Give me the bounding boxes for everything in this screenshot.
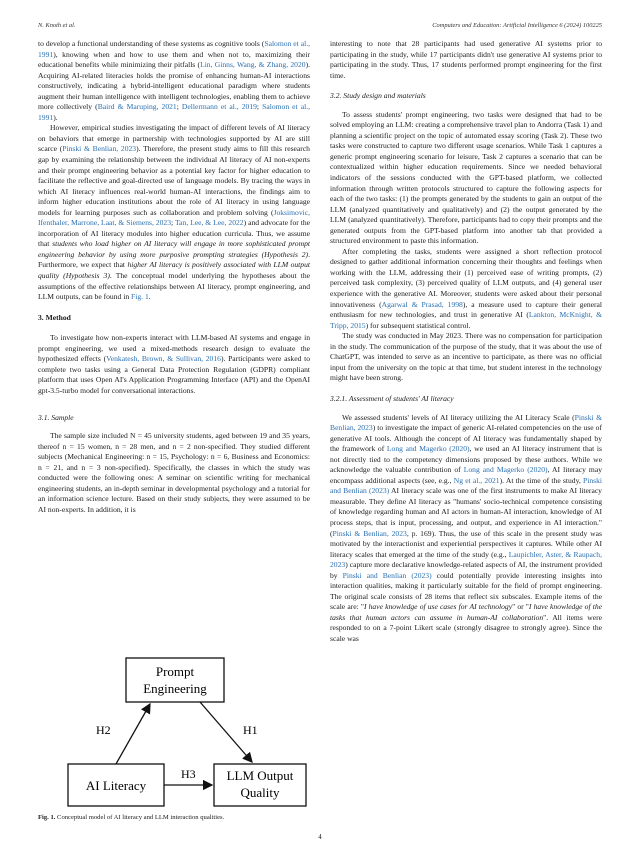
h2-arrow [116,704,150,764]
prompt-engineering-label-1: Prompt [155,664,195,679]
page-number: 4 [318,833,322,841]
subsection-heading: 3.2. Study design and materials [330,91,426,101]
citation-link[interactable]: Baird & Maruping, 2021 [97,102,177,112]
citation-link[interactable]: Pinski & Benlian, 2023 [330,412,602,433]
citation-link[interactable]: Dellermann et al., 2019 [181,102,257,112]
llm-output-label-2: Quality [240,785,280,800]
figure-caption: Fig. 1. Conceptual model of AI literacy and LLM interaction qualities. [38,814,225,821]
paragraph: To investigate how non-experts interact with LLM-based AI systems and engage in prompt engineering, we used a mixed-methods research design to evaluate the hypothesized effects (Venkatesh, Brown, & Sullivan, 2016). Participants were asked to complete two tasks using a General Data Protection Regulation (GDPR) compliant platform that uses Open AI's Application Programming Interface (API) and the OpenAI gpt-3.5-turbo model for conversational interactions. [38,333,310,395]
citation-link[interactable]: Pinski & Benlian, 2023 [332,528,407,538]
citation-link[interactable]: Pinski and Benlian (2023) [342,570,432,580]
paragraph: To assess students' prompt engineering, two tasks were designed that had to be solved employing an LLM: creating a comprehensive travel plan to Andorra (Task 1) and planning a scientific project on the topic of automated essay scoring (Task 2). These two tasks were constructed to capture two different usage scenarios. While Task 1 captures a generic prompt engineering scenario for leisure, Task 2 captures a scenario that can be contextualized within higher education requirements. Since we needed behavioral indicators of the sessions conducted with the GPT-based platform, we collected information through written protocols structured to capture the following aspects for each of the two tasks: (1) the prompts generated by the students to gain an output of the LLM (analyzed quantitatively and qualitatively) and (2) the output generated by the LLM (analyzed quantitatively). Therefore, participants had to copy their prompts and the generated outputs from the GPT-based platform into another tab that provided a structured environment to paste this information. [330,109,602,246]
citation-link[interactable]: Long and Magerko (2020) [386,444,470,454]
citation-link[interactable]: Salomon et al., 1991 [38,39,310,59]
paragraph: The study was conducted in May 2023. There was no compensation for participation in the study. The communication of the purpose of the study, that it was about the use of ChatGPT, was intended to serve as an incentive to participate, as there was no official input from the university on the topic at that time, but student interest in the technology might have been strong. [330,331,602,383]
h3-label: H3 [181,767,196,781]
paragraph: However, empirical studies investigating the impact of different levels of AI literacy on behaviors that emerge in partnership with technologies supported by AI are still scarce (Pinski & Benlian, 2023). Therefore, the present study aims to fill this research gap by examining the relationship between the individual AI literacy of AI non-experts and their prompt engineering behavior as a potential key factor for higher education to facilitate the reflective and goal-directed use of language models. By tracing the ways in which AI literacy influences real-world human-AI interactions, the findings aim to inform higher education institutions about the role of AI literacy in using language models for learning purposes such as collaboration and problem solving (Joksimovic, Ifenthaler, Marrone, Laat, & Siemens, 2023; Tan, Lee, & Lee, 2022) and advocate for the incorporation of AI literacy modules into higher education curricula. Thus, we assume that students who load higher on AI literacy will engage in more sophisticated prompt engineering behavior by using more purposive prompting strategies (Hypothesis 2). Furthermore, we expect that higher AI literacy is positively associated with LLM output quality (Hypothesis 3). The conceptual model underlying the hypotheses about the assumptions of the effective relationships between AI literacy, prompt engineering, and LLM outputs, can be found in Fig. 1. [38,123,311,302]
citation-link[interactable]: Salomon et al., 1991 [38,102,311,122]
running-header-journal: Computers and Education: Artificial Intelligence 6 (2024) 100225 [432,22,602,29]
citation-link[interactable]: Venkatesh, Brown, & Sullivan, 2016 [106,354,221,364]
figure-link[interactable]: Fig. 1 [131,292,149,302]
right-column [330,39,602,645]
paragraph: to develop a functional understanding of these systems as cognitive tools (Salomon et al., 1991), knowing when and how to use them and when not to, maximizing their educational benefits while minimizing their pitfalls (Lin, Ginns, Wang, & Zhang, 2020). Acquiring AI-related literacies holds the promise of enhancing human-AI interactions constructively, indicating a hybrid-intelligent educational paradigm where students augment their human intelligence with intelligent technologies, enabling them to achieve more collectively (Baird & Maruping, 2021; Dellermann et al., 2019; Salomon et al., 1991). [38,39,311,122]
llm-output-label-1: LLM Output [226,768,294,783]
citation-link[interactable]: Joksimovic, Ifenthaler, Marrone, Laat, & Siemens, 2023 [38,207,310,228]
section-heading: 3. Method [38,312,71,322]
citation-link[interactable]: Lin, Ginns, Wang, & Zhang, 2020 [200,60,306,70]
hypothesis-3: higher AI literacy is positively associated with LLM output quality (Hypothesis 3) [38,260,310,281]
ai-literacy-label: AI Literacy [85,778,147,793]
paragraph: The sample size included N = 45 university students, aged between 19 and 35 years, thereof n = 15 women, n = 28 men, and n = 2 non-specified. They studied different subjects (Mechanical Engineering: n = 15, Psychology: n = 6, Business and Economics: n = 21, and n = 3 non-specified). Specifically, the classes in which the study was conducted were the following ones: A seminar on scientific writing for mechanical engineering students, an in-depth seminar in developmental psychology and a tutorial for an information science lecture. Based on their study subjects, they were assumed to be AI non-experts. In addition, it is [38,431,310,514]
prompt-engineering-label-2: Engineering [143,681,207,696]
paragraph: After completing the tasks, students were assigned a short reflection protocol designed to gather additional information concerning their thoughts and feelings when working with the LLM, addressing their (1) perceived ease of writing prompts, (2) perceived task complexity, (3) perceived quality of LLM outputs, and (4) general user experience with the generative AI. Moreover, students were asked about their personal innovativeness (Agarwal & Prasad, 1998), a measure used to capture their general enthusiasm for new technologies, and trust in generative AI (Lankton, McKnight, & Tripp, 2015) for subsequent statistical control. [330,246,603,330]
conceptual-model-diagram [38,648,310,813]
running-header-authors: N. Knoth et al. [38,22,76,29]
citation-link[interactable]: Laupichler, Aster, & Raupach, 2023 [330,549,602,570]
h2-label: H2 [96,723,111,737]
citation-link[interactable]: Agarwal & Prasad, 1998 [381,299,463,309]
h1-label: H1 [243,723,258,737]
citation-link[interactable]: Tan, Lee, & Lee, 2022 [174,218,244,228]
citation-link[interactable]: Ng et al., 2021 [453,475,500,485]
citation-link[interactable]: Pinski & Benlian, 2023 [62,144,137,154]
subsection-heading: 3.1. Sample [38,412,74,422]
citation-link[interactable]: Pinski and Benlian (2023) [330,475,602,496]
hypothesis-2: students who load higher on AI literacy will engage in more sophisticated prompt engineering behavior by using more purposive prompting strategies (Hypothesis 2) [38,239,310,259]
subsection-heading: 3.2.1. Assessment of students' AI literacy [330,393,454,403]
figure-1 [38,648,310,818]
citation-link[interactable]: Long and Magerko (2020) [463,465,548,475]
citation-link[interactable]: Lankton, McKnight, & Tripp, 2015 [330,310,603,330]
paragraph: interesting to note that 28 participants had used generative AI systems prior to participating in the study, while 17 participants didn't use generative AI systems prior to participating in the study. Thus, 17 students performed prompt engineering for the first time. [330,39,602,80]
paragraph: We assessed students' levels of AI literacy utilizing the AI Literacy Scale (Pinski & Benlian, 2023) to investigate the impact of generic AI-related competencies on the use of generative AI tools. Although the concept of AI literacy was fundamentally shaped by the framework of Long and Magerko (2020), we used an AI literacy instrument that is not directly tied to the competency dimensions proposed by these authors. While we acknowledge the valuable contribution of Long and Magerko (2020), AI literacy may encompass additional aspects (see, e.g., Ng et al., 2021). At the time of the study, Pinski and Benlian (2023) AI literacy scale was one of the first instruments to make AI literacy measurable. They define AI literacy as "humans' socio-technical competence consisting of knowledge regarding human and AI actors in human-AI interaction, knowledge of AI process steps, that is input, processing, and output, and experience in AI interaction." (Pinski & Benlian, 2023, p. 169). Thus, the use of this scale in the present study was motivated by the interactionist and experiential perspectives it captures. While other AI literacy scales that emerged at the time of the study (e.g., Laupichler, Aster, & Raupach, 2023) capture more declarative knowledge-related aspects of AI, the instrument provided by Pinski and Benlian (2023) could potentially provide interesting insights into interaction qualities, making it particularly suitable for the field of prompt engineering. The original scale consists of 28 items that reflect six subscales. Example items of the scale are: "I have knowledge of use cases for AI technology" or "I have knowledge of the tasks that human actors can assume in human-AI collaboration". All items were responded to on a 7-point Likert scale (strongly disagree to strongly agree). Since the scale was [330,412,603,643]
left-column [38,39,310,515]
